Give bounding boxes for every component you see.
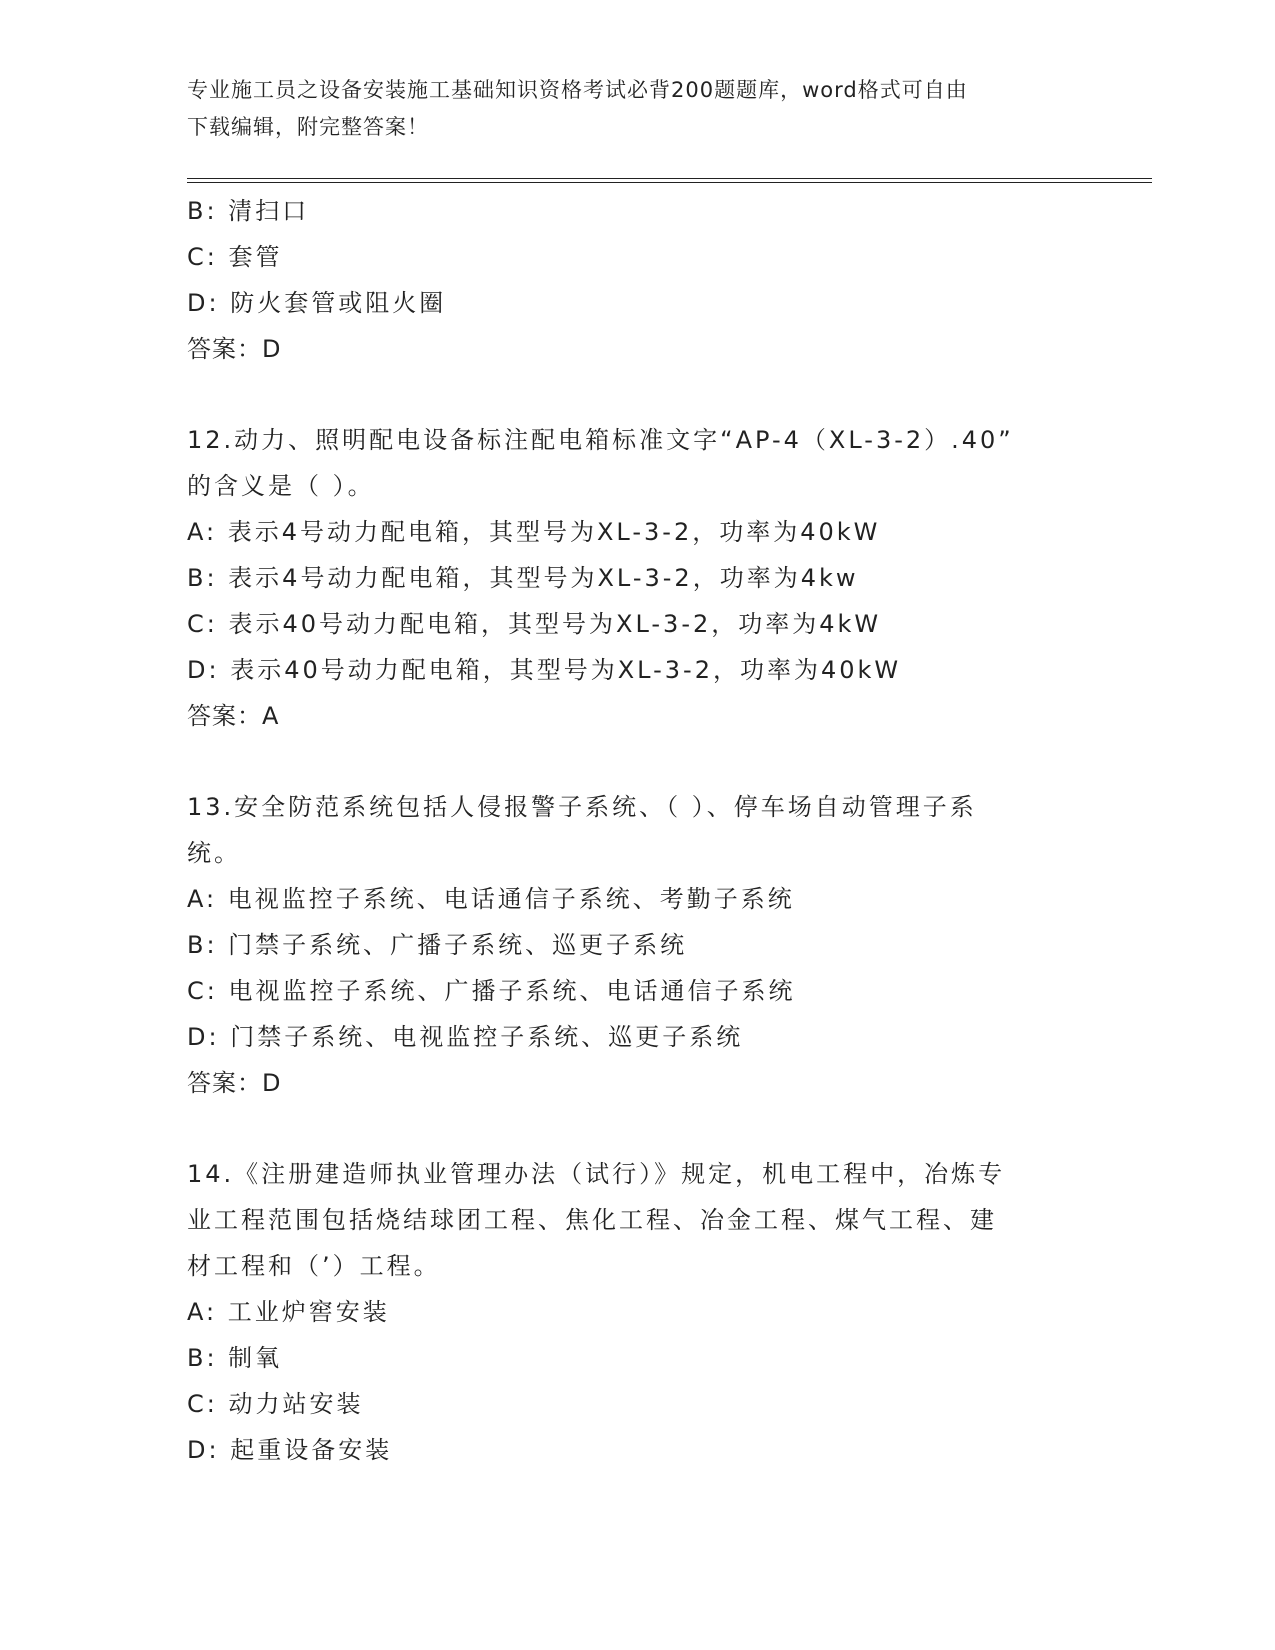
header-divider-bottom [187,182,1152,183]
question-stem-line: 12.动力、照明配电设备标注配电箱标准文字“AP-4（XL-3-2）.40” [187,426,1014,454]
question-14 [187,1151,1087,1473]
header-line-1: 专业施工员之设备安装施工基础知识资格考试必背200题题库，word格式可自由 [187,78,968,102]
question-13 [187,784,1087,1106]
question-11-continuation [187,188,1087,372]
question-stem-line: 统。 [187,839,241,867]
answer: 答案：D [187,1069,282,1097]
option-b: B: 门禁子系统、广播子系统、巡更子系统 [187,931,688,959]
page-header [187,72,1067,146]
option-a: A: 工业炉窖安装 [187,1298,390,1326]
question-stem-line: 14.《注册建造师执业管理办法（试行）》规定，机电工程中，冶炼专 [187,1160,1006,1188]
spacer [187,739,1087,784]
question-stem-line: 业工程范围包括烧结球团工程、焦化工程、冶金工程、煤气工程、建 [187,1206,997,1234]
option-a: A: 电视监控子系统、电话通信子系统、考勤子系统 [187,885,795,913]
option-c: C: 套管 [187,243,283,271]
question-12 [187,417,1087,739]
option-c: C: 电视监控子系统、广播子系统、电话通信子系统 [187,977,796,1005]
answer: 答案：D [187,335,282,363]
answer: 答案：A [187,702,280,730]
option-b: B: 制氧 [187,1344,283,1372]
question-stem-line: 13.安全防范系统包括人侵报警子系统、（ ）、停车场自动管理子系 [187,793,977,821]
option-d: D: 防火套管或阻火圈 [187,289,447,317]
option-d: D: 门禁子系统、电视监控子系统、巡更子系统 [187,1023,744,1051]
header-divider-top [187,178,1152,179]
option-d: D: 起重设备安装 [187,1436,393,1464]
option-c: C: 表示40号动力配电箱，其型号为XL-3-2，功率为4kW [187,610,882,638]
spacer [187,372,1087,417]
option-a: A: 表示4号动力配电箱，其型号为XL-3-2，功率为40kW [187,518,881,546]
option-c: C: 动力站安装 [187,1390,364,1418]
option-b: B: 表示4号动力配电箱，其型号为XL-3-2，功率为4kw [187,564,859,592]
question-content [187,188,1087,1473]
header-line-2: 下载编辑，附完整答案！ [187,115,429,139]
question-stem-line: 材工程和（’）工程。 [187,1252,441,1280]
question-stem-line: 的含义是（ ）。 [187,472,375,500]
option-d: D: 表示40号动力配电箱，其型号为XL-3-2，功率为40kW [187,656,902,684]
option-b: B: 清扫口 [187,197,310,225]
spacer [187,1106,1087,1151]
